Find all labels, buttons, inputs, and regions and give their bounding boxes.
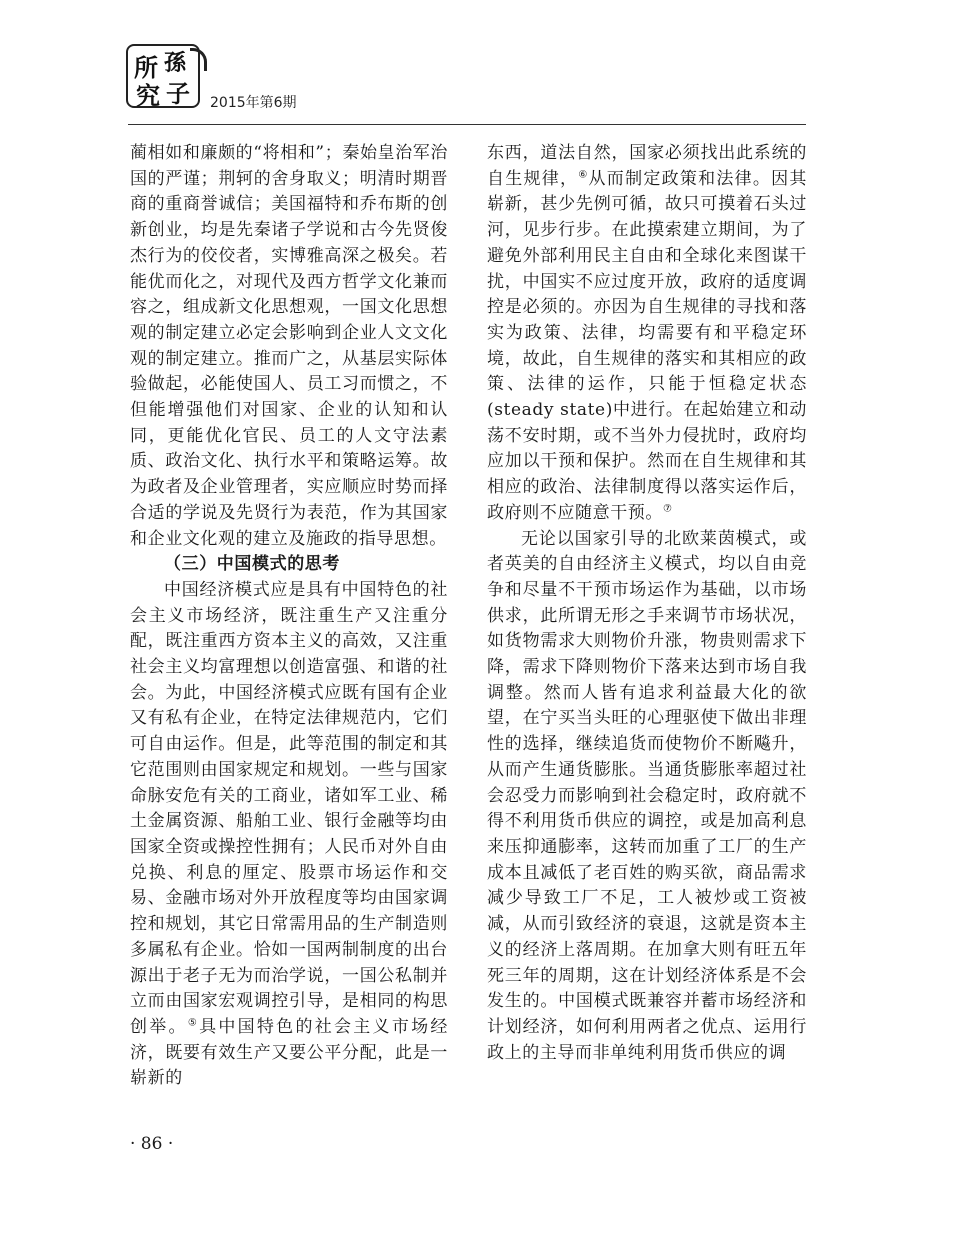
paragraph xyxy=(130,578,448,1092)
right-column xyxy=(487,141,807,1066)
paragraph xyxy=(487,141,807,527)
paragraph: 无论以国家引导的北欧莱茵模式，或者英美的自由经济主义模式，均以自由竞争和尽量不干预市场运作为基础，以市场供求，此所谓无形之手来调节市场状况，如货物需求大则物价升涨，物贵则需求下降，需求下降则物价下落来达到市场自我调整。然而人皆有追求利益最大化的欲望，在宁买当头旺的心理驱使下做出非理性的选择，继续追货而使物价不断飚升，从而产生通货膨胀。当通货膨胀率超过社会忍受力而影响到社会稳定时，政府就不得不利用货币供应的调控，或是加高利息来压抑通膨率，这转而加重了工厂的生产成本且减低了老百姓的购买欲，商品需求减少导致工厂不足，工人被炒或工资被减，从而引致经济的衰退，这就是资本主义的经济上落周期。在加拿大则有旺五年死三年的周期，这在计划经济体系是不会发生的。中国模式既兼容并蓄市场经济和计划经济，如何利用两者之优点、运用行政上的主导而非单纯利用货币供应的调 xyxy=(487,528,807,1063)
paragraph-text: 中国经济模式应是具有中国特色的社会主义市场经济，既注重生产又注重分配，既注重西方资本主义的高效，又注重社会主义均富理想以创造富强、和谐的社会。为此，中国经济模式应既有国有企业又有私有企业，在特定法律规范内，它们可自由运作。但是，此等范围的制定和其它范围则由国家规定和规划。一些与国家命脉安危有关的工商业，诸如军工业、稀土金属资源、船舶工业、银行金融等均由国家全资或操控性拥有；人民币对外自由兑换、利息的厘定、股票市场运作和交易、金融市场对外开放程度等均由国家调控和规划，其它日常需用品的生产制造则多属私有企业。恰如一国两制制度的出台源出于老子无为而治学说，一国公私制并立而由国家宏观调控引导，是相同的构思创举。 xyxy=(130,579,448,1037)
journal-logo xyxy=(126,44,200,108)
issue-label: 2015年第6期 xyxy=(210,95,297,111)
logo-char: 所 xyxy=(134,53,158,82)
paragraph-text: 具中国特色的社会主义市场经济，既要有效生产又要公平分配，此是一崭新的 xyxy=(130,1016,448,1089)
footnote-marker[interactable]: ⑦ xyxy=(663,503,673,515)
logo-char: 究 xyxy=(136,81,160,110)
section-subheading: （三）中国模式的思考 xyxy=(164,554,340,575)
left-column xyxy=(130,141,448,1092)
header-rule xyxy=(128,124,806,125)
paragraph-text: 从而制定政策和法律。因其崭新，甚少先例可循，故只可摸着石头过河，见步行步。在此摸索建立期间，为了避免外部利用民主自由和全球化来图谋干扰，中国实不应过度开放，政府的适度调控是必须的。亦因为自生规律的寻找和落实为政策、法律，均需要有和平稳定环境，故此，自生规律的落实和其相应的政策、法律的运作，只能于恒稳定状态(steady state)中进行。在起始建立和动荡不安时期，或不当外力侵扰时，政府均应加以干预和保护。然而在自生规律和其相应的政治、法律制度得以落实运作后，政府则不应随意干预。 xyxy=(487,168,808,523)
footnote-marker[interactable]: ⑤ xyxy=(187,1017,200,1029)
paragraph-text: 东西，道法自然，国家必须找出此系统的自生规律， xyxy=(487,143,807,189)
logo-char: 孫 xyxy=(164,50,187,76)
page-number: · 86 · xyxy=(130,1134,174,1154)
paragraph: 蔺相如和廉颇的“将相和”；秦始皇治军治国的严谨；荆轲的舍身取义；明清时期晋商的重商誉诚信；美国福特和乔布斯的创新创业，均是先秦诸子学说和古今先贤俊杰行为的佼佼者，实博雅高深之极矣。若能优而化之，对现代及西方哲学文化兼而容之，组成新文化思想观，一国文化思想观的制定建立必定会影响到企业人文文化观的制定建立。推而广之，从基层实际体验做起，必能使国人、员工习而惯之，不但能增强他们对国家、企业的认知和认同，更能优化官民、员工的人文守法素质、政治文化、执行水平和策略运筹。故为政者及企业管理者，实应顺应时势而择合适的学说及先贤行为表范，作为其国家和企业文化观的建立及施政的指导思想。 xyxy=(130,143,448,549)
logo-swirl-icon xyxy=(190,48,207,71)
footnote-marker[interactable]: ⑥ xyxy=(578,169,589,181)
logo-char: 子 xyxy=(166,79,190,108)
